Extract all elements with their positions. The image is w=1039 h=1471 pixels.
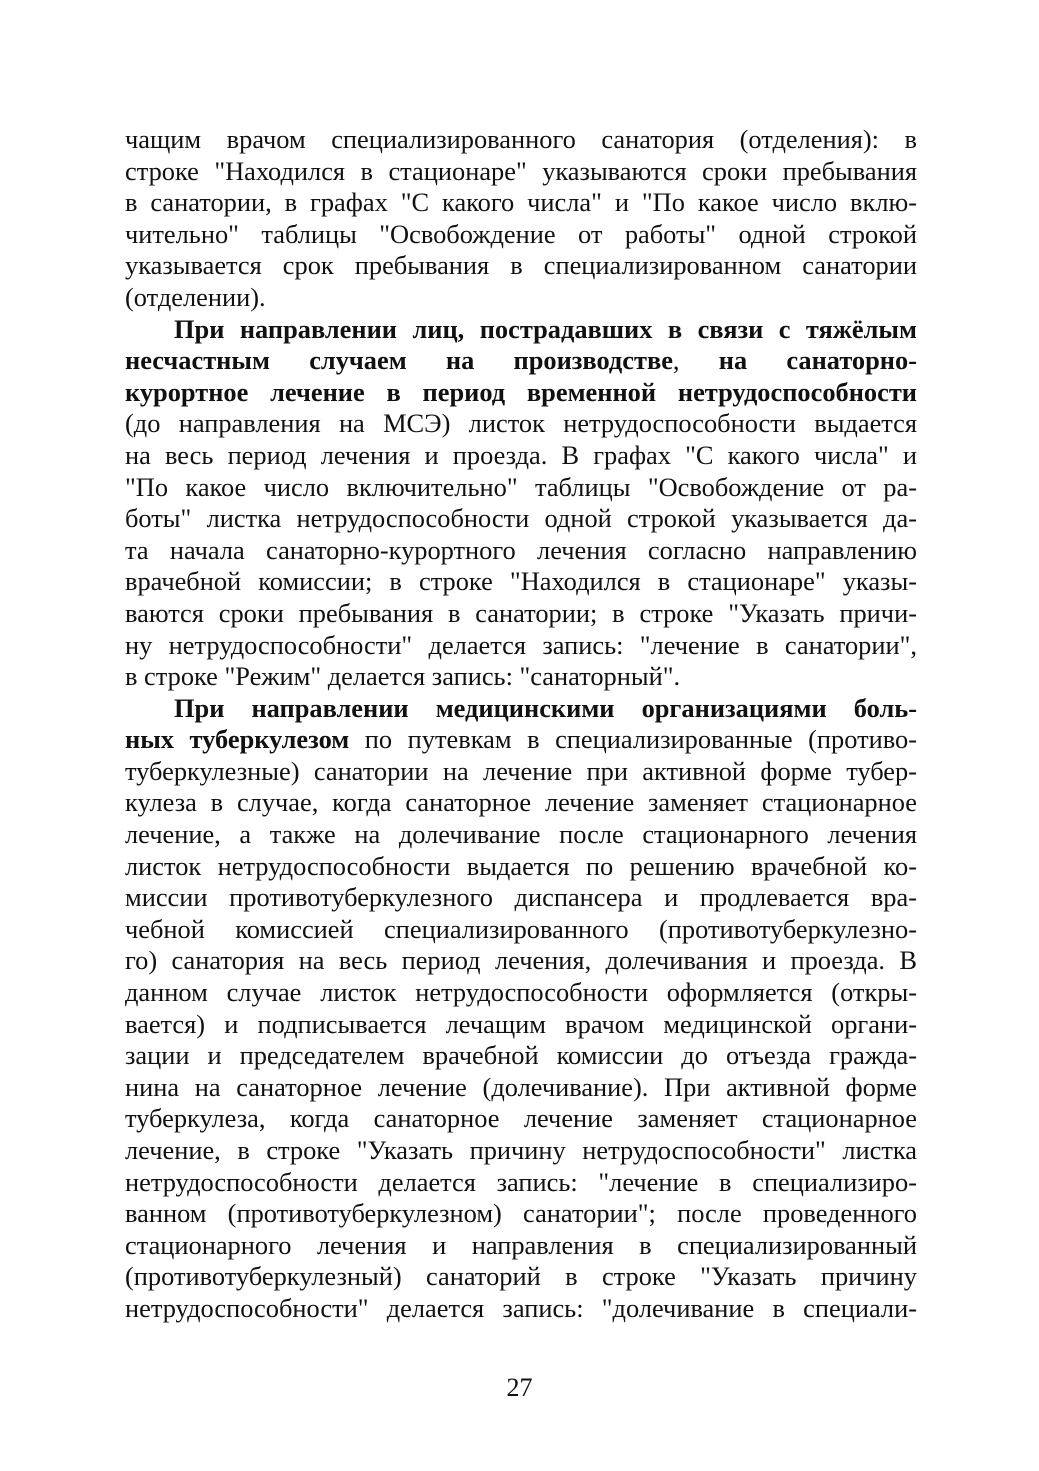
bold-text: курортное лечение в период временной нетрудоспособности bbox=[125, 376, 917, 407]
text: чащим врачом специализированного санатория (отделения): в bbox=[125, 124, 917, 154]
bold-text: При направлении медицинскими организациями боль- bbox=[174, 692, 917, 723]
text-line bbox=[125, 1103, 917, 1135]
text-line bbox=[125, 756, 917, 788]
text-line bbox=[125, 1009, 917, 1041]
text-line bbox=[125, 787, 917, 819]
text: листок нетрудоспособности выдается по решению врачебной ко- bbox=[125, 850, 917, 881]
text-line bbox=[125, 250, 917, 282]
bold-text: ных туберкулезом bbox=[125, 724, 350, 755]
text-line bbox=[125, 851, 917, 883]
text-line bbox=[125, 882, 917, 914]
text-line bbox=[125, 124, 917, 156]
text-line bbox=[125, 156, 917, 188]
bold-text: несчастным случаем на производстве bbox=[125, 345, 673, 376]
text: лечение, в строке "Указать причину нетрудоспособности" листка bbox=[125, 1135, 917, 1165]
text-line bbox=[125, 503, 917, 535]
text: ну нетрудоспособности" делается запись: "лечение в санатории", bbox=[125, 629, 917, 660]
text: нетрудоспособности" делается запись: "долечивание в специали- bbox=[125, 1292, 917, 1323]
text-line bbox=[125, 1040, 917, 1072]
text-line bbox=[125, 282, 917, 314]
text-line bbox=[125, 440, 917, 472]
text: (противотуберкулезный) санаторий в строке "Указать причину bbox=[125, 1261, 917, 1292]
text: лечение, а также на долечивание после стационарного лечения bbox=[125, 819, 917, 850]
text-line bbox=[125, 187, 917, 219]
text-line bbox=[125, 1230, 917, 1262]
text: миссии противотуберкулезного диспансера и продлевается вра- bbox=[125, 882, 917, 913]
bold-text: на санаторно- bbox=[718, 345, 917, 376]
paragraph-2 bbox=[125, 314, 917, 693]
text-line bbox=[125, 1167, 917, 1199]
text: указывается срок пребывания в специализированном санатории bbox=[125, 250, 917, 281]
text: та начала санаторно-курортного лечения согласно направлению bbox=[125, 534, 917, 565]
text: чительно" таблицы "Освобождение от работы" одной строкой bbox=[125, 218, 917, 249]
text-line bbox=[125, 661, 917, 693]
text: боты" листка нетрудоспособности одной строкой указывается да- bbox=[125, 503, 917, 534]
text: врачебной комиссии; в строке "Находился в стационаре" указы- bbox=[125, 566, 917, 597]
text: данном случае листок нетрудоспособности оформляется (откры- bbox=[125, 977, 917, 1008]
text-line bbox=[125, 1261, 917, 1293]
text: (отделении). bbox=[125, 281, 266, 312]
text-line bbox=[125, 819, 917, 851]
text-line bbox=[125, 1293, 917, 1325]
text-line bbox=[125, 945, 917, 977]
text-line bbox=[125, 377, 917, 409]
text-line bbox=[125, 724, 917, 756]
text-line bbox=[125, 408, 917, 440]
text: туберкулеза, когда санаторное лечение заменяет стационарное bbox=[125, 1103, 917, 1134]
text-line bbox=[125, 598, 917, 630]
text-line bbox=[125, 693, 917, 725]
text-line bbox=[125, 345, 917, 377]
text: вается) и подписывается лечащим врачом медицинской органи- bbox=[125, 1008, 917, 1039]
text-line bbox=[125, 1198, 917, 1230]
text: (до направления на МСЭ) листок нетрудоспособности выдается bbox=[125, 408, 917, 439]
text: ваются сроки пребывания в санатории; в строке "Указать причи- bbox=[125, 597, 917, 628]
text-line bbox=[125, 566, 917, 598]
text-line bbox=[125, 219, 917, 251]
text: на весь период лечения и проезда. В графах "С какого числа" и bbox=[125, 439, 917, 470]
text-line bbox=[125, 535, 917, 567]
text: туберкулезные) санатории на лечение при активной форме тубер- bbox=[125, 755, 917, 786]
text-line bbox=[125, 630, 917, 662]
text-line bbox=[125, 1072, 917, 1104]
text: нина на санаторное лечение (долечивание). При активной форме bbox=[125, 1071, 917, 1102]
text: нетрудоспособности делается запись: "лечение в специализиро- bbox=[125, 1166, 917, 1197]
page-number: 27 bbox=[506, 1373, 533, 1402]
text-line bbox=[125, 314, 917, 346]
text: , bbox=[672, 345, 719, 376]
paragraph-3 bbox=[125, 693, 917, 1325]
page-body bbox=[125, 124, 917, 1325]
text: строке "Находился в стационаре" указываются сроки пребывания bbox=[125, 155, 917, 186]
text: в санатории, в графах "С какого числа" и "По какое число вклю- bbox=[125, 187, 917, 218]
text: кулеза в случае, когда санаторное лечение заменяет стационарное bbox=[125, 787, 917, 818]
text: по путевкам в специализированные (противо- bbox=[349, 724, 917, 755]
text: "По какое число включительно" таблицы "Освобождение от ра- bbox=[125, 471, 917, 502]
text: го) санатория на весь период лечения, долечивания и проезда. В bbox=[125, 945, 917, 976]
text: стационарного лечения и направления в специализированный bbox=[125, 1229, 917, 1260]
text-line bbox=[125, 977, 917, 1009]
text-line bbox=[125, 472, 917, 504]
bold-text: При направлении лиц, пострадавших в связи с тяжёлым bbox=[174, 313, 917, 344]
text: ванном (противотуберкулезном) санатории"; после проведенного bbox=[125, 1198, 917, 1229]
text-line bbox=[125, 1135, 917, 1167]
text: чебной комиссией специализированного (противотуберкулезно- bbox=[125, 913, 917, 944]
text: зации и председателем врачебной комиссии до отъезда гражда- bbox=[125, 1040, 917, 1071]
text-line bbox=[125, 914, 917, 946]
text: в строке "Режим" делается запись: "санаторный". bbox=[125, 661, 681, 692]
paragraph-1 bbox=[125, 124, 917, 314]
